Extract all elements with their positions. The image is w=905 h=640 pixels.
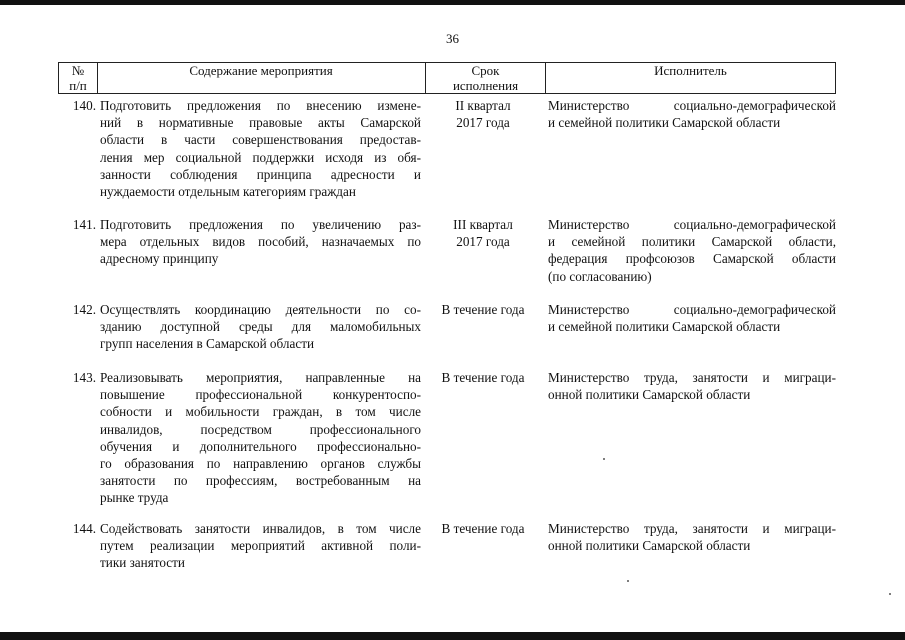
content-line: Содействовать занятости инвалидов, в том числе bbox=[100, 521, 421, 536]
content-line: повышение профессиональной конкурентоспо- bbox=[100, 387, 421, 403]
term-line: 2017 года bbox=[456, 115, 510, 131]
executor-line: Министерство социально-демографической bbox=[548, 98, 836, 113]
content-line: групп населения в Самарской области bbox=[100, 336, 315, 352]
executor-line: федерация профсоюзов Самарской области bbox=[548, 251, 836, 267]
executor-line: онной политики Самарской области bbox=[548, 387, 751, 403]
content-line: Подготовить предложения по увеличению раз- bbox=[100, 217, 421, 232]
table-header bbox=[58, 62, 836, 94]
row-content bbox=[100, 216, 421, 268]
term-line: 2017 года bbox=[456, 234, 510, 250]
executor-line: Министерство труда, занятости и миграци- bbox=[548, 521, 836, 536]
bottom-scan-border bbox=[0, 632, 905, 640]
page-number: 36 bbox=[446, 31, 459, 46]
executor-line: Министерство социально-демографической bbox=[548, 302, 836, 317]
term-line: В течение года bbox=[441, 370, 525, 385]
content-line: ления мер социальной поддержки исходя из обя- bbox=[100, 149, 421, 165]
header-term-cell bbox=[426, 63, 545, 93]
content-line: го образования по направлению органов службы bbox=[100, 456, 421, 472]
row-term bbox=[428, 520, 538, 537]
row-term bbox=[428, 97, 538, 131]
term-line: III квартал bbox=[453, 217, 513, 232]
row-content bbox=[100, 301, 421, 353]
content-line: обучения и дополнительного профессионально- bbox=[100, 438, 421, 454]
row-executor bbox=[548, 369, 836, 403]
content-line: собности и мобильности граждан, в том числе bbox=[100, 404, 421, 420]
top-scan-border bbox=[0, 0, 905, 5]
content-line: области в части совершенствования предостав- bbox=[100, 132, 421, 148]
executor-line: и семейной политики Самарской области, bbox=[548, 234, 836, 250]
content-line: Осуществлять координацию деятельности по со- bbox=[100, 302, 421, 317]
header-num-cell bbox=[59, 63, 97, 93]
content-line: зданию доступной среды для маломобильных bbox=[100, 319, 421, 335]
scan-speck bbox=[603, 458, 605, 460]
content-line: мера отдельных видов пособий, назначаемых по bbox=[100, 234, 421, 250]
row-number: 141. bbox=[72, 217, 96, 232]
header-executor: Исполнитель bbox=[654, 63, 727, 78]
row-content bbox=[100, 369, 421, 507]
row-term bbox=[428, 369, 538, 386]
executor-line: (по согласованию) bbox=[548, 268, 652, 284]
row-executor bbox=[548, 301, 836, 335]
row-term bbox=[428, 216, 538, 250]
header-content: Содержание мероприятия bbox=[189, 63, 333, 78]
content-line: тики занятости bbox=[100, 555, 185, 571]
row-executor bbox=[548, 97, 836, 131]
content-line: ний в нормативные правовые акты Самарской bbox=[100, 115, 421, 131]
content-line: инвалидов, посредством профессионального bbox=[100, 421, 421, 437]
row-term bbox=[428, 301, 538, 318]
executor-line: и семейной политики Самарской области bbox=[548, 319, 781, 335]
term-line: В течение года bbox=[441, 521, 525, 536]
row-content bbox=[100, 520, 421, 572]
content-line: путем реализации мероприятий активной поли- bbox=[100, 538, 421, 554]
content-line: рынке труда bbox=[100, 490, 169, 506]
header-term-line1: Срок bbox=[471, 63, 500, 78]
content-line: Подготовить предложения по внесению измене- bbox=[100, 98, 421, 113]
row-content bbox=[100, 97, 421, 200]
content-line: занятости по профессиям, востребованным на bbox=[100, 473, 421, 489]
term-line: II квартал bbox=[455, 98, 511, 113]
executor-line: онной политики Самарской области bbox=[548, 538, 751, 554]
row-number: 144. bbox=[72, 521, 96, 536]
executor-line: и семейной политики Самарской области bbox=[548, 115, 781, 131]
row-executor bbox=[548, 520, 836, 554]
executor-line: Министерство социально-демографической bbox=[548, 217, 836, 232]
row-number: 140. bbox=[72, 98, 96, 113]
header-term-line2: исполнения bbox=[452, 78, 519, 93]
header-num-line2: п/п bbox=[69, 78, 87, 93]
content-line: нуждаемости отдельным категориям граждан bbox=[100, 184, 356, 200]
term-line: В течение года bbox=[441, 302, 525, 317]
row-number: 142. bbox=[72, 302, 96, 317]
scan-speck bbox=[889, 593, 891, 595]
row-number: 143. bbox=[72, 370, 96, 385]
executor-line: Министерство труда, занятости и миграци- bbox=[548, 370, 836, 385]
row-executor bbox=[548, 216, 836, 285]
content-line: занности соблюдения принципа адресности и bbox=[100, 166, 421, 182]
header-num-line1: № bbox=[71, 63, 85, 78]
scan-speck bbox=[627, 580, 629, 582]
content-line: Реализовывать мероприятия, направленные на bbox=[100, 370, 421, 385]
content-line: адресному принципу bbox=[100, 251, 219, 267]
